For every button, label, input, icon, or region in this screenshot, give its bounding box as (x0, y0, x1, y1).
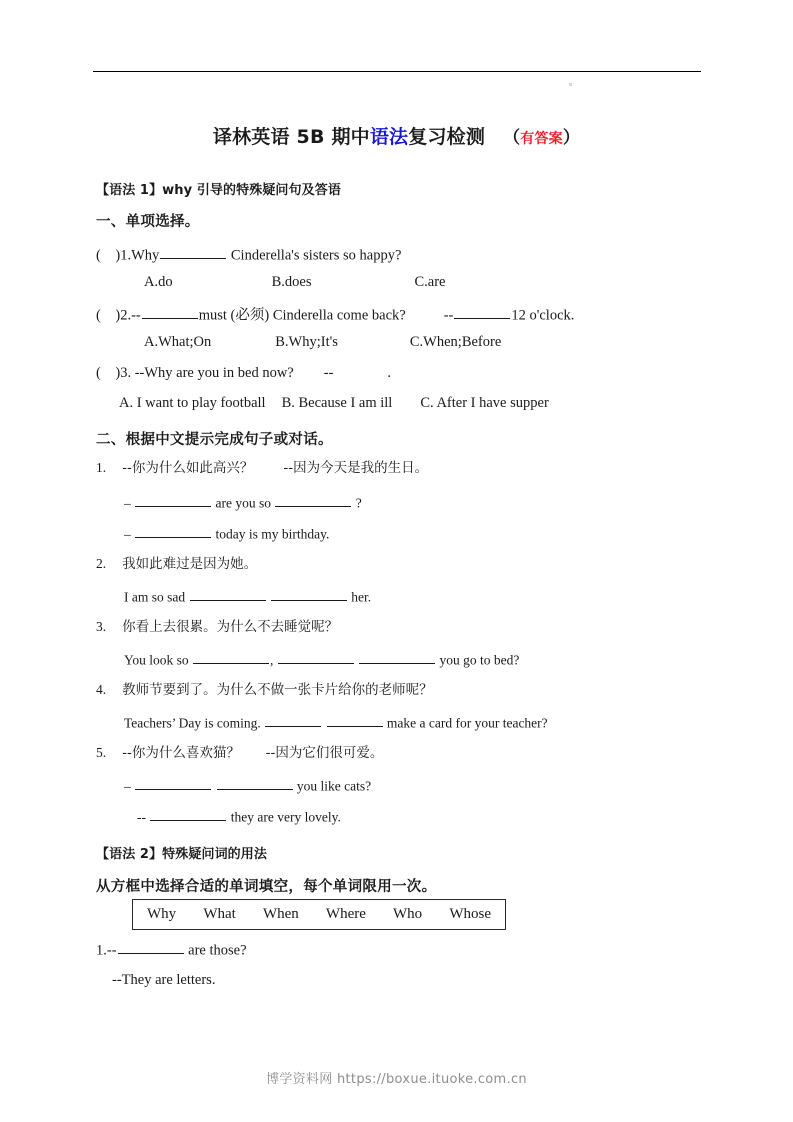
grammar-2-instruction: 从方框中选择合适的单词填空，每个单词限用一次。 (96, 879, 437, 895)
item-3-chinese: 你看上去很累。为什么不去睡觉呢？ (122, 619, 339, 635)
title-part-3: 复习检测 (408, 126, 486, 148)
item-2-blank-2[interactable] (271, 588, 347, 601)
question-2-options (96, 335, 501, 351)
section-b-item-2-chinese-row (96, 557, 257, 572)
word-bank-option-who[interactable]: Who (393, 906, 423, 922)
section-b-item-3-chinese-row (96, 620, 338, 635)
q1-option-b[interactable]: B.does (271, 274, 312, 290)
item-1-blank-3[interactable] (135, 525, 211, 538)
item-4-blank-2[interactable] (327, 714, 383, 727)
item-2-tail: her. (347, 589, 372, 605)
q3-option-c[interactable]: C. After I have supper (420, 395, 549, 411)
grammar-2-item-1-answer: --They are letters. (112, 972, 216, 988)
item-2-prefix: I am so sad (124, 589, 189, 605)
item-5-number: 5. (96, 745, 107, 760)
grammar-2-heading: 【语法 2】特殊疑问词的用法 (96, 847, 267, 862)
question-3-options (96, 396, 549, 412)
item-5-blank-3[interactable] (150, 808, 226, 821)
item-5-line1-tail: you like cats? (293, 778, 372, 794)
q2-answer-blank-1[interactable] (142, 305, 198, 319)
g2-item-1-tail: are those? (184, 942, 247, 959)
section-b-heading: 二、根据中文提示完成句子或对话。 (96, 432, 333, 448)
section-b-item-3-answer-line (124, 651, 519, 668)
q1-stem-after: Cinderella's sisters so happy? (227, 247, 402, 264)
item-3-blank-1[interactable] (193, 651, 269, 664)
item-3-tail: you go to bed? (436, 652, 520, 668)
item-5-line1-dash: – (124, 778, 131, 794)
q2-stem-mid: must (必须) Cinderella come back? (198, 307, 406, 324)
g2-item-1-number: 1.-- (96, 942, 117, 959)
q1-answer-blank[interactable] (160, 245, 226, 259)
item-1-line2-tail: today is my birthday. (212, 526, 330, 542)
page-title (0, 126, 793, 149)
q2-paren-open: ( (96, 307, 101, 324)
item-1-blank-1[interactable] (135, 494, 211, 507)
footer-watermark: 博学资料网 https://boxue.ituoke.com.cn (266, 1072, 527, 1087)
q3-answer-dash: -- (323, 365, 334, 381)
word-bank-option-why[interactable]: Why (147, 906, 177, 922)
question-1-options (96, 275, 445, 291)
item-1-number: 1. (96, 460, 107, 475)
item-5-blank-2[interactable] (217, 777, 293, 790)
title-paren-open: （ (503, 128, 521, 148)
q3-paren-open: ( (96, 365, 101, 381)
title-part-1: 译林英语 5B 期中 (212, 126, 370, 148)
item-2-number: 2. (96, 556, 107, 571)
section-b-item-1-answer-line-1 (124, 494, 362, 511)
q1-option-a[interactable]: A.do (144, 274, 173, 290)
q2-answer-blank-2[interactable] (454, 305, 510, 319)
q1-paren-close: ) (115, 247, 121, 264)
q3-answer-period: . (387, 365, 392, 381)
word-bank-box (132, 899, 506, 930)
q2-option-b[interactable]: B.Why;It's (275, 334, 338, 350)
header-divider-rule (93, 71, 701, 72)
question-2-row (96, 305, 574, 324)
item-3-blank-3[interactable] (359, 651, 435, 664)
title-paren-close: ） (562, 128, 581, 148)
item-2-chinese: 我如此难过是因为她。 (122, 556, 258, 572)
item-5-blank-1[interactable] (135, 777, 211, 790)
q2-tail-dash: -- (443, 307, 454, 324)
word-bank-option-what[interactable]: What (203, 906, 236, 922)
grammar-2-item-1-row (96, 940, 247, 959)
item-5-line2-dash: -- (137, 809, 146, 825)
q1-paren-open: ( (96, 247, 101, 264)
item-1-chinese: --你为什么如此高兴？ --因为今天是我的生日。 (122, 460, 429, 476)
section-b-item-2-answer-line (124, 588, 371, 605)
item-3-prefix: You look so (124, 652, 193, 668)
item-4-blank-1[interactable] (265, 714, 321, 727)
q2-paren-close: ) (115, 307, 121, 324)
q3-option-a[interactable]: A. I want to play football (119, 395, 266, 411)
item-4-number: 4. (96, 682, 107, 697)
item-4-tail: make a card for your teacher? (383, 715, 548, 731)
item-1-line1-tail: ? (352, 495, 362, 511)
word-bank-option-whose[interactable]: Whose (449, 906, 491, 922)
q3-paren-close: ) (115, 365, 121, 381)
q3-option-b[interactable]: B. Because I am ill (281, 395, 393, 411)
word-bank-option-where[interactable]: Where (325, 906, 366, 922)
item-1-line1-mid: are you so (212, 495, 275, 511)
item-4-prefix: Teachers’ Day is coming. (124, 715, 265, 731)
item-3-mid: , (270, 652, 277, 668)
q3-number: 3. (120, 365, 132, 381)
section-b-item-4-answer-line (124, 714, 548, 731)
question-3-row (96, 366, 391, 382)
section-a-heading: 一、单项选择。 (96, 214, 200, 230)
section-b-item-1-chinese-row (96, 461, 428, 476)
item-1-line2-dash: – (124, 526, 131, 542)
q2-number: 2. (120, 307, 132, 324)
item-3-number: 3. (96, 619, 107, 634)
section-b-item-5-chinese-row (96, 746, 383, 761)
q3-stem: --Why are you in bed now? (134, 365, 294, 381)
g2-item-1-blank[interactable] (118, 940, 184, 954)
item-1-blank-2[interactable] (275, 494, 351, 507)
item-2-blank-1[interactable] (190, 588, 266, 601)
question-1-row (96, 245, 401, 264)
q1-number: 1. (120, 247, 132, 264)
q1-stem-before: Why (131, 247, 160, 264)
title-part-grammar: 语法 (369, 126, 409, 148)
section-b-item-4-chinese-row (96, 683, 433, 698)
item-4-chinese: 教师节要到了。为什么不做一张卡片给你的老师呢？ (122, 682, 433, 698)
item-5-line2-tail: they are very lovely. (227, 809, 341, 825)
q2-stem-dash: -- (131, 307, 141, 324)
header-artifact-mark (569, 83, 572, 86)
section-b-item-1-answer-line-2 (124, 525, 329, 542)
word-bank-option-when[interactable]: When (262, 906, 299, 922)
q2-option-c[interactable]: C.When;Before (409, 334, 502, 350)
item-1-line1-dash: – (124, 495, 131, 511)
title-answer-note: 有答案 (520, 131, 563, 147)
q1-option-c[interactable]: C.are (414, 274, 446, 290)
item-5-chinese: --你为什么喜欢猫？ --因为它们很可爱。 (122, 745, 384, 761)
grammar-1-heading: 【语法 1】why 引导的特殊疑问句及答语 (96, 183, 341, 198)
q2-option-a[interactable]: A.What;On (144, 334, 212, 350)
section-b-item-5-answer-line-2 (137, 808, 341, 825)
q2-stem-tail: 12 o'clock. (511, 307, 575, 324)
section-b-item-5-answer-line-1 (124, 777, 371, 794)
item-3-blank-2[interactable] (278, 651, 354, 664)
